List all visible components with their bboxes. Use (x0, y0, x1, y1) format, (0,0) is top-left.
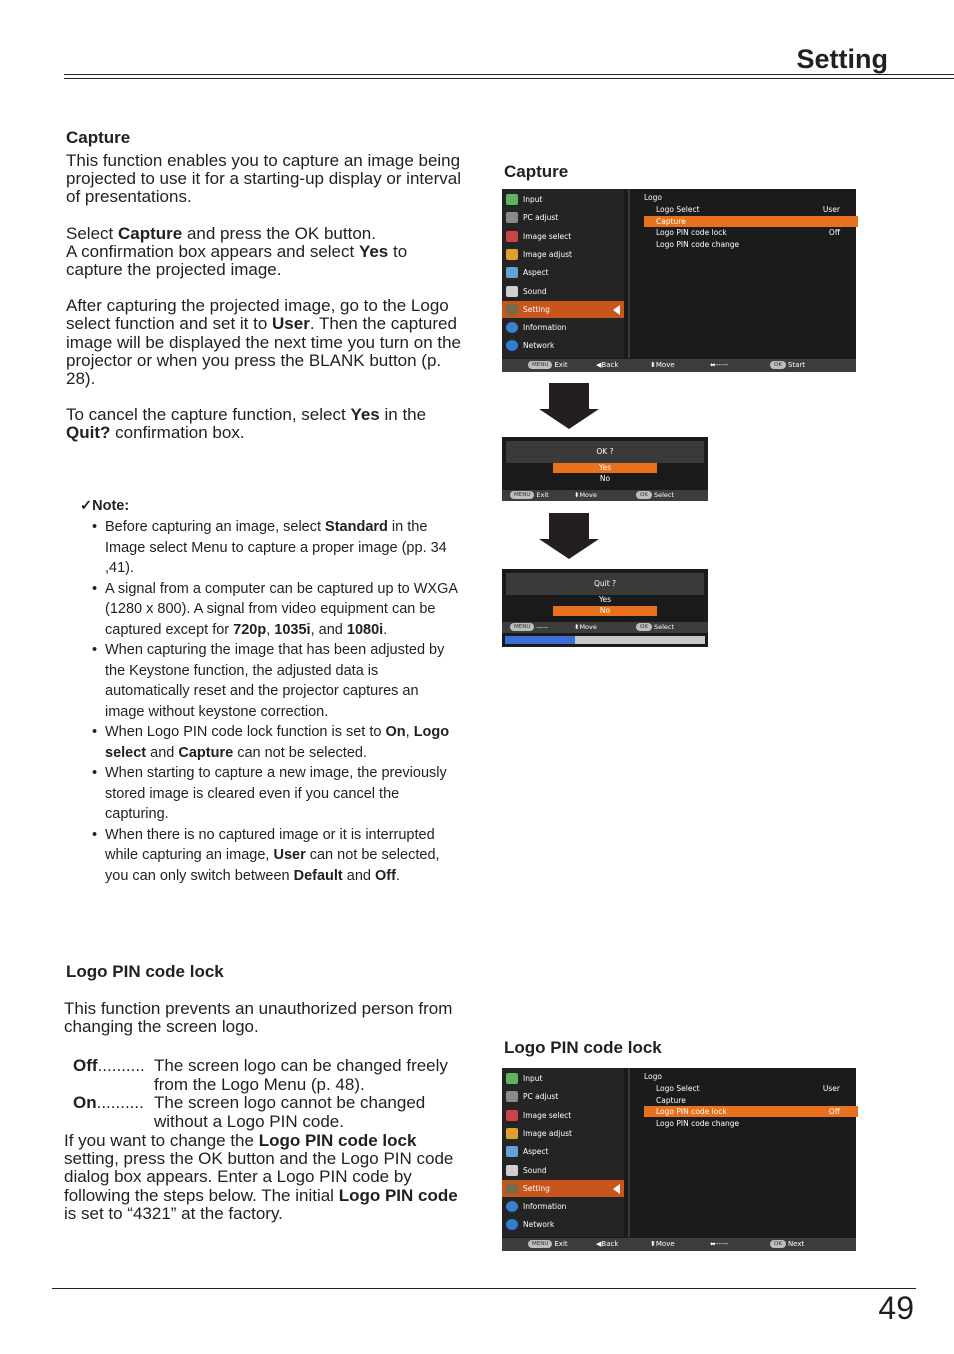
ok-dialog-no[interactable]: No (599, 474, 611, 483)
sidebar-item-label: Aspect (523, 268, 549, 278)
input-icon (506, 1073, 518, 1084)
sidebar-item-information[interactable] (502, 319, 624, 336)
sidebar-item-label: Information (523, 1202, 567, 1212)
logo-row-label: Logo Select (656, 1084, 700, 1093)
logo-row-logo-pin-code-change[interactable] (644, 239, 858, 250)
note-item: • When Logo PIN code lock function is set to On, Logo select and Capture can not be selected. (90, 722, 460, 763)
sidebar-item-label: PC adjust (523, 1092, 559, 1102)
setting-icon (506, 304, 518, 315)
capture-paragraph-3: After capturing the projected image, go to the Logo select function and set it to User. Then the captured image will be displayed the next time you turn on the projector or when you press the BLANK button (p. 28). (66, 296, 462, 389)
sidebar-item-image-adjust[interactable] (502, 246, 624, 263)
sidebar-item-label: Image adjust (523, 249, 572, 259)
menu-guide-bar (502, 359, 856, 372)
logo-row-value: Off (828, 228, 840, 237)
capture-menu-screen (502, 189, 856, 372)
guide-dash: ⬌----- (710, 361, 729, 369)
sidebar-item-label: Input (523, 195, 543, 204)
aspect-icon (506, 267, 518, 278)
guide-back: ◀Back (596, 1240, 619, 1248)
sidebar-item-image-select[interactable] (502, 1107, 624, 1124)
logo-row-value: User (822, 205, 840, 214)
logo-row-value: Off (828, 1107, 840, 1116)
sidebar-item-image-adjust[interactable] (502, 1125, 624, 1142)
guide-back: ◀Back (596, 361, 619, 369)
off-description: The screen logo can be changed freely from the Logo Menu (p. 48). (154, 1056, 448, 1094)
guide-move: ⬍Move (650, 1240, 675, 1248)
selected-arrow-icon (613, 1184, 620, 1194)
logo-row-label: Capture (656, 1095, 686, 1105)
sidebar-item-network[interactable] (502, 337, 624, 354)
logo-row-capture[interactable] (644, 1095, 858, 1106)
pin-paragraph-1: This function prevents an unauthorized person from changing the screen logo. (64, 999, 453, 1037)
sidebar-item-aspect[interactable] (502, 264, 624, 281)
note-item: • A signal from a computer can be captured up to WXGA (1280 x 800). A signal from video equipment can be captured except for 720p, 1035i, and 1080i. (90, 579, 460, 641)
note-item: • When capturing the image that has been adjusted by the Keystone function, the adjusted data is automatically reset and the projector captures an image without keystone correction. (90, 640, 460, 722)
input-icon (506, 194, 518, 205)
ok-dialog-yes[interactable]: Yes (553, 463, 657, 473)
sidebar-item-label: Image select (523, 1110, 572, 1120)
sidebar-item-label: PC adjust (523, 213, 559, 223)
logo-submenu-title: Logo (644, 193, 662, 202)
note-item: • When starting to capture a new image, the previously stored image is cleared even if you cancel the capturing. (90, 763, 460, 825)
quit-dialog-question-box (506, 573, 704, 595)
capture-heading: Capture (66, 128, 131, 147)
sidebar-item-input[interactable] (502, 1070, 624, 1087)
quit-guide-select: OK Select (636, 622, 674, 633)
menu-guide-bar (502, 1238, 856, 1251)
note-item: • When there is no captured image or it is interrupted while capturing an image, User can not be selected, you can only switch between Default and Off. (90, 825, 460, 887)
capture-paragraph-2: Select Capture and press the OK button. A confirmation box appears and select Yes to capture the projected image. (66, 223, 408, 280)
ok-guide-move: ⬍Move (574, 491, 597, 499)
footer-rule (52, 1288, 916, 1289)
sidebar-item-label: Information (523, 323, 567, 333)
capture-paragraph-1: This function enables you to capture an image being projected to use it for a starting-up display or interval of presentations. (66, 151, 461, 207)
information-icon (506, 1201, 518, 1212)
note-list (90, 517, 460, 886)
capture-progress-fill (505, 636, 575, 644)
sidebar-item-information[interactable] (502, 1198, 624, 1215)
logo-row-logo-select[interactable] (644, 1083, 858, 1094)
quit-guide-dash: MENU ----- (510, 622, 548, 633)
sidebar-item-setting[interactable] (502, 1180, 624, 1197)
sidebar-item-setting[interactable] (502, 301, 624, 318)
sidebar-item-sound[interactable] (502, 1162, 624, 1179)
pin-screen-label: Logo PIN code lock (504, 1038, 662, 1057)
logo-row-logo-select[interactable] (644, 204, 858, 215)
pin-heading: Logo PIN code lock (66, 962, 224, 981)
network-icon (506, 1219, 518, 1230)
ok-guide-select: OK Select (636, 490, 674, 501)
logo-row-label: Logo Select (656, 205, 700, 214)
logo-row-label: Logo PIN code change (656, 239, 740, 249)
logo-row-label: Logo PIN code lock (656, 228, 727, 237)
image-adjust-icon (506, 249, 518, 260)
menu-sidebar (502, 1068, 624, 1237)
logo-submenu-title: Logo (644, 1072, 662, 1081)
logo-row-label: Logo PIN code lock (656, 1107, 727, 1116)
note-heading: ✓Note: (80, 498, 130, 514)
logo-submenu (628, 1068, 856, 1237)
logo-row-value: User (822, 1084, 840, 1093)
image-select-icon (506, 1110, 518, 1121)
sound-icon (506, 286, 518, 297)
sidebar-item-network[interactable] (502, 1216, 624, 1233)
sidebar-item-label: Network (523, 1220, 555, 1230)
on-description: The screen logo cannot be changed without a Logo PIN code. (154, 1093, 426, 1131)
capture-screen-label: Capture (504, 162, 569, 181)
sidebar-item-label: Setting (523, 1183, 550, 1193)
guide-move: ⬍Move (650, 361, 675, 369)
sidebar-item-label: Aspect (523, 1147, 549, 1157)
ok-dialog-question: OK ? (596, 447, 614, 456)
aspect-icon (506, 1146, 518, 1157)
sidebar-item-aspect[interactable] (502, 1143, 624, 1160)
information-icon (506, 322, 518, 333)
pc-adjust-icon (506, 212, 518, 223)
network-icon (506, 340, 518, 351)
guide-exit: MENU Exit (528, 359, 568, 372)
capture-paragraph-4: To cancel the capture function, select Yes in the Quit? confirmation box. (66, 405, 427, 443)
sidebar-item-label: Image select (523, 231, 572, 241)
menu-sidebar (502, 189, 624, 358)
logo-row-logo-pin-code-lock[interactable] (644, 227, 858, 238)
guide-start: OK Start (770, 359, 805, 372)
ok-dialog-question-box (506, 441, 704, 463)
pin-paragraph-2: If you want to change the Logo PIN code lock setting, press the OK button and the Logo PIN code dialog box appears. Enter a Logo PIN code by following the steps below. The initial Logo PIN code is set to “4321” at the factory. (64, 1131, 458, 1223)
guide-next: OK Next (770, 1238, 804, 1251)
quit-dialog-question: Quit ? (593, 579, 617, 588)
sidebar-item-pc-adjust[interactable] (502, 1088, 624, 1105)
logo-submenu (628, 189, 856, 358)
step-arrow-2-icon (539, 513, 599, 559)
step-arrow-1-icon (539, 383, 599, 429)
sidebar-item-label: Image adjust (523, 1128, 572, 1138)
logo-row-label: Logo PIN code change (656, 1118, 740, 1128)
sound-icon (506, 1165, 518, 1176)
sidebar-item-label: Input (523, 1074, 543, 1083)
quit-guide-move: ⬍Move (574, 623, 597, 631)
ok-confirm-dialog (502, 437, 708, 501)
header-rule (64, 74, 954, 75)
off-term: Off.......... (73, 1056, 145, 1075)
logo-row-logo-pin-code-change[interactable] (644, 1118, 858, 1129)
sidebar-item-label: Sound (523, 286, 547, 296)
logo-row-label: Capture (656, 216, 686, 226)
sidebar-item-pc-adjust[interactable] (502, 209, 624, 226)
selected-arrow-icon (613, 305, 620, 315)
guide-dash: ⬌----- (710, 1240, 729, 1248)
sidebar-item-input[interactable] (502, 191, 624, 208)
page-number: 49 (878, 1290, 914, 1326)
logo-row-logo-pin-code-lock[interactable] (644, 1106, 858, 1117)
quit-confirm-dialog (502, 569, 708, 647)
capture-progress-track (505, 636, 705, 644)
pin-menu-screen (502, 1068, 856, 1251)
image-adjust-icon (506, 1128, 518, 1139)
quit-dialog-guide-bar (502, 622, 708, 633)
setting-icon (506, 1183, 518, 1194)
sidebar-item-label: Sound (523, 1165, 547, 1175)
header-rule-secondary (64, 78, 954, 79)
pc-adjust-icon (506, 1091, 518, 1102)
sidebar-item-image-select[interactable] (502, 228, 624, 245)
guide-exit: MENU Exit (528, 1238, 568, 1251)
logo-row-capture[interactable] (644, 216, 858, 227)
quit-dialog-yes[interactable]: Yes (598, 595, 612, 604)
quit-dialog-no[interactable]: No (553, 606, 657, 616)
capture-body (66, 152, 464, 461)
image-select-icon (506, 231, 518, 242)
sidebar-item-label: Setting (523, 304, 550, 314)
on-term: On.......... (73, 1093, 144, 1112)
ok-dialog-guide-bar (502, 490, 708, 501)
note-item: • Before capturing an image, select Standard in the Image select Menu to capture a proper image (pp. 34 ,41). (90, 517, 460, 579)
sidebar-item-label: Network (523, 341, 555, 351)
page-header-title: Setting (796, 44, 888, 74)
ok-guide-exit: MENU Exit (510, 490, 549, 501)
sidebar-item-sound[interactable] (502, 283, 624, 300)
